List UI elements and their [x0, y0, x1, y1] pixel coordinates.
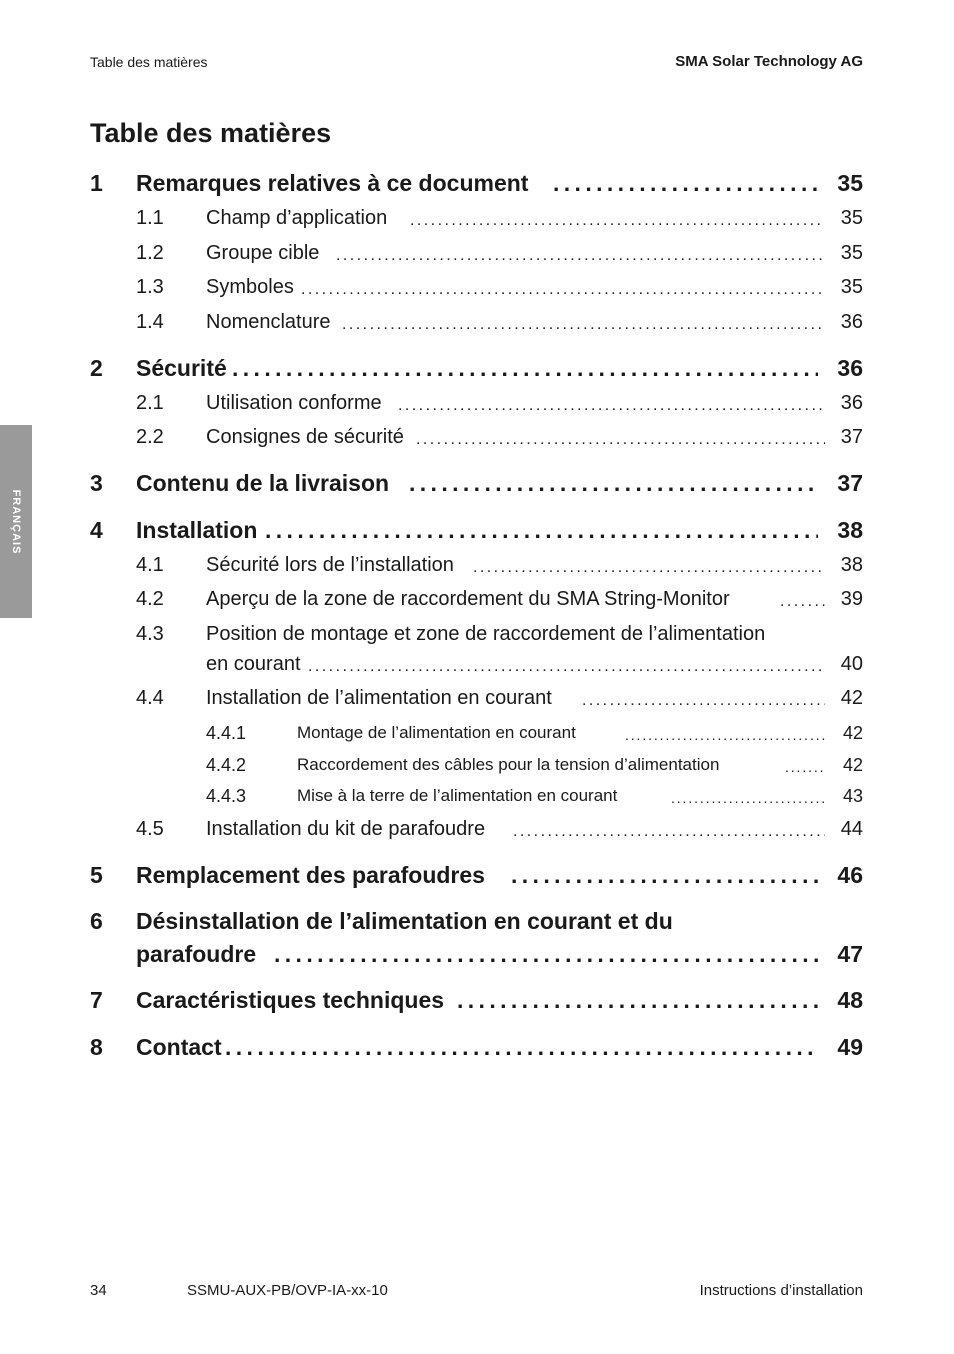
toc-leader	[308, 658, 825, 676]
toc-title-continued: parafoudre	[136, 941, 257, 967]
toc-number: 1	[90, 170, 103, 196]
toc-page: 35	[840, 242, 863, 264]
toc-page: 46	[837, 862, 863, 888]
toc-page: 42	[842, 723, 863, 743]
toc-page: 39	[840, 588, 863, 610]
toc-title: Installation du kit de parafoudre	[206, 818, 486, 840]
toc-number: 4.5	[136, 818, 164, 840]
toc-page: 42	[842, 755, 863, 775]
toc-page: 37	[837, 470, 863, 496]
footer-doc-code: SSMU-AUX-PB/OVP-IA-xx-10	[187, 1282, 388, 1299]
toc-number: 1.1	[136, 207, 164, 229]
toc-entry-4[interactable]	[0, 517, 954, 551]
language-tab-label: FRANÇAIS	[10, 489, 22, 554]
toc-leader	[513, 823, 825, 841]
toc-entry-1[interactable]	[0, 170, 954, 204]
running-header-company: SMA Solar Technology AG	[675, 53, 863, 70]
toc-title: Remplacement des parafoudres	[136, 862, 485, 888]
toc-number: 7	[90, 987, 103, 1013]
toc-number: 5	[90, 862, 103, 888]
toc-entry-5[interactable]	[0, 862, 954, 896]
toc-number: 4.1	[136, 554, 164, 576]
toc-entry-1-3[interactable]	[0, 276, 954, 310]
toc-leader	[398, 397, 825, 415]
toc-page: 36	[837, 355, 863, 381]
toc-leader	[671, 790, 825, 806]
toc-title: Champ d’application	[206, 207, 388, 229]
toc-number: 4.4	[136, 687, 164, 709]
toc-entry-4-4-1[interactable]	[0, 723, 954, 757]
toc-leader	[342, 316, 825, 334]
toc-page: 49	[837, 1034, 863, 1060]
toc-page: 35	[840, 207, 863, 229]
toc-title: Position de montage et zone de raccordement de l’alimentation	[206, 623, 766, 645]
toc-number: 1.3	[136, 276, 164, 298]
toc-page: 42	[840, 687, 863, 709]
toc-number: 4.4.1	[206, 723, 247, 743]
toc-entry-2[interactable]	[0, 355, 954, 389]
toc-leader	[511, 862, 818, 889]
toc-leader	[582, 692, 825, 710]
toc-leader	[274, 941, 818, 968]
toc-page: 36	[840, 311, 863, 333]
toc-page: 37	[840, 426, 863, 448]
toc-page: 43	[842, 786, 863, 806]
toc-entry-4-4-2[interactable]	[0, 755, 954, 789]
toc-title: Désinstallation de l’alimentation en courant et du	[136, 908, 673, 934]
toc-entry-4-3[interactable]	[0, 623, 954, 657]
toc-number: 4.4.2	[206, 755, 247, 775]
toc-leader	[265, 517, 818, 544]
toc-number: 8	[90, 1034, 103, 1060]
toc-title: Installation	[136, 517, 258, 543]
toc-leader	[409, 470, 818, 497]
toc-leader	[225, 1034, 818, 1061]
toc-number: 4	[90, 517, 103, 543]
toc-title: Contenu de la livraison	[136, 470, 390, 496]
toc-number: 2.2	[136, 426, 164, 448]
toc-leader	[410, 212, 825, 230]
toc-entry-3[interactable]	[0, 470, 954, 504]
footer-doc-type: Instructions d’installation	[699, 1282, 863, 1299]
toc-page: 47	[837, 941, 863, 967]
toc-number: 4.4.3	[206, 786, 247, 806]
toc-entry-8[interactable]	[0, 1034, 954, 1068]
toc-title-continued: en courant	[206, 653, 301, 675]
toc-title: Aperçu de la zone de raccordement du SMA String-Monitor	[206, 588, 730, 610]
toc-entry-4-2[interactable]	[0, 588, 954, 622]
toc-title: Groupe cible	[206, 242, 320, 264]
toc-page: 38	[837, 517, 863, 543]
toc-title: Installation de l’alimentation en courant	[206, 687, 552, 709]
toc-leader	[457, 987, 818, 1014]
toc-entry-6[interactable]	[0, 908, 954, 942]
toc-page: 35	[840, 276, 863, 298]
toc-entry-6-continued[interactable]	[0, 941, 954, 975]
toc-entry-2-1[interactable]	[0, 392, 954, 426]
toc-leader	[416, 431, 825, 449]
footer-page-number: 34	[90, 1282, 107, 1299]
toc-title: Sécurité	[136, 355, 227, 381]
toc-entry-4-4[interactable]	[0, 687, 954, 721]
toc-number: 6	[90, 908, 103, 934]
toc-entry-4-1[interactable]	[0, 554, 954, 588]
toc-entry-4-5[interactable]	[0, 818, 954, 852]
toc-leader	[625, 727, 825, 743]
toc-title: Utilisation conforme	[206, 392, 382, 414]
toc-leader	[553, 170, 818, 197]
toc-number: 2	[90, 355, 103, 381]
toc-leader	[780, 593, 825, 611]
toc-title: Contact	[136, 1034, 222, 1060]
toc-leader	[232, 355, 818, 382]
toc-leader	[473, 559, 825, 577]
toc-title: Sécurité lors de l’installation	[206, 554, 454, 576]
toc-number: 1.2	[136, 242, 164, 264]
toc-page: 38	[840, 554, 863, 576]
toc-page: 36	[840, 392, 863, 414]
toc-number: 4.3	[136, 623, 164, 645]
toc-entry-4-3-continued[interactable]	[0, 653, 954, 687]
toc-entry-1-1[interactable]	[0, 207, 954, 241]
toc-title: Remarques relatives à ce document	[136, 170, 529, 196]
toc-title: Caractéristiques techniques	[136, 987, 445, 1013]
toc-entry-2-2[interactable]	[0, 426, 954, 460]
toc-page: 35	[837, 170, 863, 196]
toc-page: 44	[840, 818, 863, 840]
toc-page: 40	[840, 653, 863, 675]
toc-leader	[336, 247, 825, 265]
page-title: Table des matières	[90, 118, 332, 148]
toc-number: 2.1	[136, 392, 164, 414]
toc-title: Montage de l’alimentation en courant	[297, 723, 576, 742]
toc-leader	[301, 281, 825, 299]
toc-title: Raccordement des câbles pour la tension d’alimentation	[297, 755, 720, 774]
toc-entry-7[interactable]	[0, 987, 954, 1021]
toc-number: 4.2	[136, 588, 164, 610]
toc-entry-4-4-3[interactable]	[0, 786, 954, 820]
toc-title: Consignes de sécurité	[206, 426, 404, 448]
toc-number: 3	[90, 470, 103, 496]
toc-title: Nomenclature	[206, 311, 331, 333]
toc-entry-1-2[interactable]	[0, 242, 954, 276]
running-header-left: Table des matières	[90, 54, 208, 70]
toc-title: Mise à la terre de l’alimentation en courant	[297, 786, 618, 805]
toc-leader	[785, 759, 825, 775]
toc-number: 1.4	[136, 311, 164, 333]
toc-page: 48	[837, 987, 863, 1013]
toc-title: Symboles	[206, 276, 294, 298]
toc-entry-1-4[interactable]	[0, 311, 954, 345]
